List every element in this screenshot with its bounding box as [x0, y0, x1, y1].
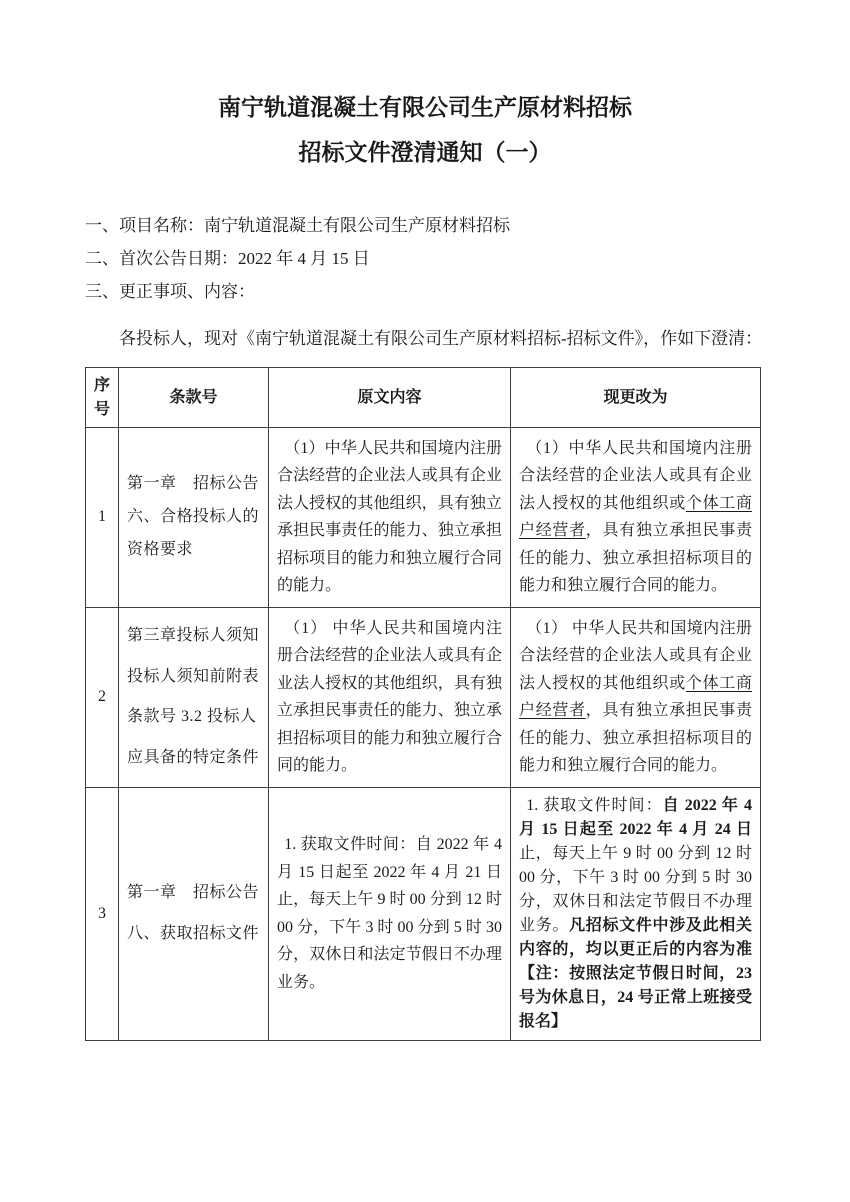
revised-text: 1. 获取文件时间：自 2022 年 4 月 15 日起至 2022 年 4 月 24 日止，每天上午 9 时 00 分到 12 时 00 分，下午 3 时 00 分到 5 时 30 分，双休日和法定节假日不办理业务。凡招标文件中涉及此相关内容的，均以更正后的内容为准【注：按照法定节假日时间，23 号为休息日，24 号正常上班接受报名】 [519, 796, 752, 1030]
table-header-row [86, 368, 761, 427]
revised-text: （1）中华人民共和国境内注册合法经营的企业法人或具有企业法人授权的其他组织或个体工商户经营者，具有独立承担民事责任的能力、独立承担招标项目的能力和独立履行合同的能力。 [519, 439, 752, 595]
original-text: （1）中华人民共和国境内注册合法经营的企业法人或具有企业法人授权的其他组织，具有独立承担民事责任的能力、独立承担招标项目的能力和独立履行合同的能力。 [277, 439, 502, 595]
title-line-2: 招标文件澄清通知（一） [298, 139, 552, 165]
revised-content-cell [511, 427, 761, 607]
original-content-cell [269, 787, 511, 1040]
revised-text: （1） 中华人民共和国境内注册合法经营的企业法人或具有企业法人授权的其他组织或个体工商户经营者，具有独立承担民事责任的能力、独立承担招标项目的能力和独立履行合同的能力。 [519, 619, 752, 775]
original-text: 1. 获取文件时间：自 2022 年 4 月 15 日起至 2022 年 4 月 21 日止，每天上午 9 时 00 分到 12 时 00 分，下午 3 时 00 分到 5 时 30 分，双休日和法定节假日不办理业务。 [277, 836, 502, 991]
page-title [85, 86, 765, 176]
header-clause-number: 条款号 [119, 368, 269, 427]
row-number-cell: 2 [86, 607, 119, 787]
clause-cell: 第一章 招标公告 六、合格投标人的 资格要求 [119, 427, 269, 607]
clause-cell: 第三章投标人须知 投标人须知前附表 条款号 3.2 投标人 应具备的特定条件 [119, 607, 269, 787]
table-row [86, 607, 761, 787]
row-number-cell: 1 [86, 427, 119, 607]
header-original-content: 原文内容 [269, 368, 511, 427]
item-project-name: 一、项目名称：南宁轨道混凝土有限公司生产原材料招标 [85, 215, 510, 235]
item-correction-content: 三、更正事项、内容： [85, 282, 255, 302]
original-content-cell [269, 427, 511, 607]
revised-content-cell [511, 787, 761, 1040]
header-serial-number: 序号 [86, 368, 119, 427]
row-number-cell: 3 [86, 787, 119, 1040]
clause-cell: 第一章 招标公告 八、获取招标文件 [119, 787, 269, 1040]
numbered-items [85, 212, 765, 307]
original-text: （1） 中华人民共和国境内注册合法经营的企业法人或具有企业法人授权的其他组织，具有独立承担民事责任的能力、独立承担招标项目的能力和独立履行合同的能力。 [277, 619, 502, 775]
table-row [86, 787, 761, 1040]
header-revised-content: 现更改为 [511, 368, 761, 427]
table-row [86, 427, 761, 607]
title-line-1: 南宁轨道混凝土有限公司生产原材料招标 [218, 95, 632, 120]
clarification-table [85, 367, 761, 1040]
intro-paragraph: 各投标人，现对《南宁轨道混凝土有限公司生产原材料招标-招标文件》，作如下澄清： [119, 329, 763, 349]
revised-content-cell [511, 607, 761, 787]
item-first-announcement-date: 二、首次公告日期：2022 年 4 月 15 日 [85, 248, 370, 268]
original-content-cell [269, 607, 511, 787]
